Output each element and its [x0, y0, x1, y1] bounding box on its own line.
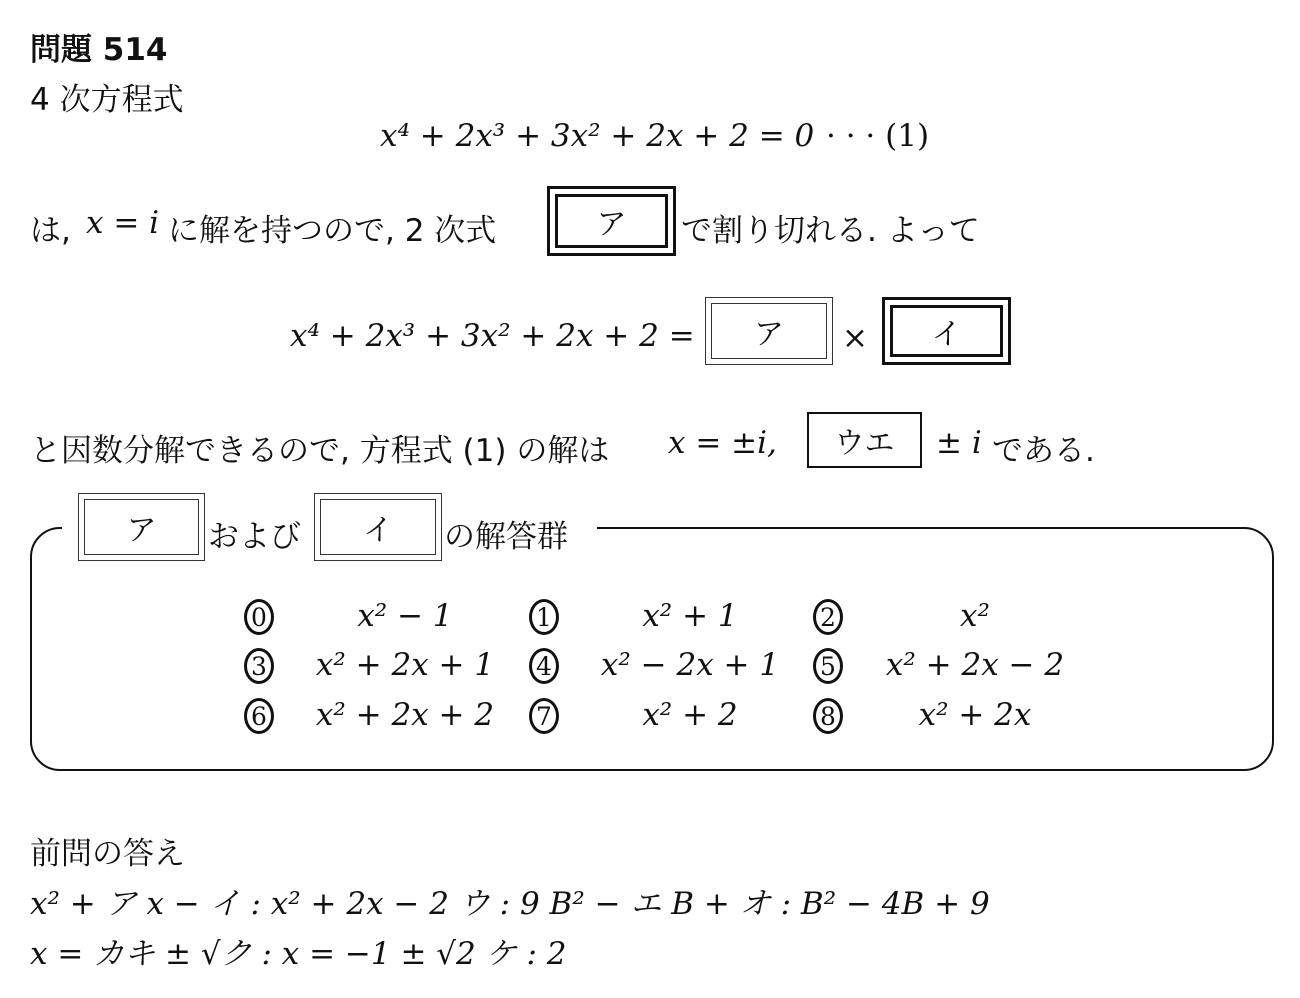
option-expr-4: x² − 2x + 1	[600, 647, 780, 683]
option-expr-1: x² + 1	[642, 598, 738, 634]
line4-prefix: と因数分解できるので, 方程式 (1) の解は	[30, 433, 610, 469]
option-number-2[interactable]: 2	[813, 599, 843, 635]
answer-group-box-i	[314, 493, 442, 561]
option-number-0[interactable]: 0	[244, 599, 274, 635]
line4-math: x = ±i,	[668, 425, 777, 461]
answer-box-i[interactable]	[882, 297, 1011, 365]
previous-answers-line1: x² + ア x − イ : x² + 2x − 2 ウ : 9 B² − エ B + オ : B² − 4B + 9	[30, 886, 990, 922]
answer-box-i-label: イ	[890, 305, 1003, 357]
answer-box-a[interactable]	[547, 186, 676, 256]
answer-group-box-a-label: ア	[84, 499, 199, 555]
option-number-3[interactable]: 3	[244, 648, 274, 684]
option-number-1[interactable]: 1	[529, 599, 559, 635]
line2-math: x = i	[86, 205, 160, 241]
answer-box-a-ref	[705, 297, 833, 365]
option-expr-2: x²	[960, 598, 990, 634]
option-number-6[interactable]: 6	[244, 698, 274, 734]
answer-group-box-a	[78, 493, 205, 561]
option-expr-3: x² + 2x + 1	[315, 647, 495, 683]
option-expr-7: x² + 2	[642, 697, 738, 733]
intro-text: 4 次方程式	[30, 82, 184, 118]
times-symbol: ×	[842, 320, 868, 356]
problem-title: 問題 514	[30, 32, 168, 68]
line2-suffix: で割り切れる. よって	[681, 213, 980, 249]
answer-box-ue[interactable]: ウエ	[807, 412, 922, 468]
answer-box-a-ref-label: ア	[711, 303, 827, 359]
answer-group-title: の解答群	[444, 519, 568, 555]
answer-box-a-label: ア	[555, 194, 668, 248]
line2-middle: に解を持つので, 2 次式	[168, 213, 497, 249]
option-expr-8: x² + 2x	[918, 697, 1032, 733]
factor-lhs: x⁴ + 2x³ + 3x² + 2x + 2 =	[290, 318, 695, 354]
line4-suffix: である.	[992, 433, 1095, 469]
line2-prefix: は,	[30, 213, 71, 249]
option-expr-5: x² + 2x − 2	[885, 647, 1065, 683]
option-number-4[interactable]: 4	[529, 648, 559, 684]
option-expr-6: x² + 2x + 2	[315, 697, 495, 733]
answer-group-and: および	[208, 519, 301, 555]
line4-pm-i: ± i	[936, 425, 982, 461]
option-number-7[interactable]: 7	[529, 698, 559, 734]
equation-main: x⁴ + 2x³ + 3x² + 2x + 2 = 0	[380, 118, 815, 154]
option-number-8[interactable]: 8	[813, 698, 843, 734]
option-number-5[interactable]: 5	[813, 648, 843, 684]
equation-tag: · · · (1)	[826, 118, 930, 154]
option-expr-0: x² − 1	[357, 598, 453, 634]
previous-answers-heading: 前問の答え	[30, 836, 185, 872]
answer-group-box-i-label: イ	[320, 499, 436, 555]
previous-answers-line2: x = カキ ± √ク : x = −1 ± √2 ケ : 2	[30, 936, 567, 972]
